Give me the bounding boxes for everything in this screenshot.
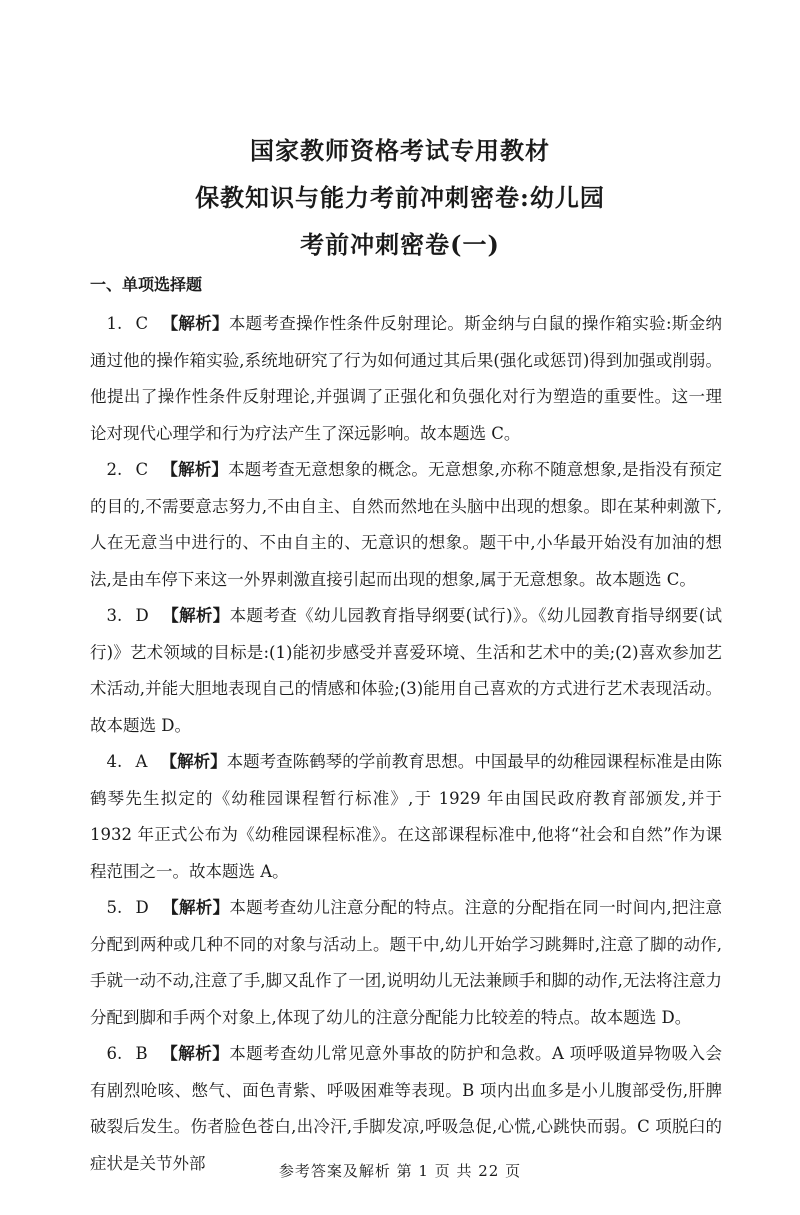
document-title-block (0, 136, 800, 260)
item-number: 3. (106, 606, 123, 625)
item-answer: C (135, 314, 149, 333)
item-text: 本题考查幼儿常见意外事故的防护和急救。A 项呼吸道异物吸入会有剧烈呛咳、憋气、面色青紫、呼吸困难等表现。B 项内出血多是小儿腹部受伤,肝脾破裂后发生。伤者脸色苍白,出冷汗,手脚发凉,呼吸急促,心慌,心跳快而弱。C 项脱臼的症状是关节外部 (90, 1044, 722, 1173)
item-number: 6. (106, 1044, 123, 1063)
item-text: 本题考查幼儿注意分配的特点。注意的分配指在同一时间内,把注意分配到两种或几种不同的对象与活动上。题干中,幼儿开始学习跳舞时,注意了脚的动作,手就一动不动,注意了手,脚又乱作了一团,说明幼儿无法兼顾手和脚的动作,无法将注意力分配到脚和手两个对象上,体现了幼儿的注意分配能力比较差的特点。故本题选 D。 (90, 898, 722, 1027)
answer-item (90, 452, 722, 598)
item-tag: 【解析】 (161, 898, 230, 917)
item-tag: 【解析】 (161, 314, 229, 333)
item-answer: D (135, 898, 149, 917)
item-tag: 【解析】 (161, 606, 230, 625)
page-footer: 参考答案及解析 第 1 页 共 22 页 (278, 1162, 522, 1180)
answer-item (90, 890, 722, 1036)
item-number: 4. (106, 752, 123, 771)
item-text: 本题考查操作性条件反射理论。斯金纳与白鼠的操作箱实验:斯金纳通过他的操作箱实验,系统地研究了行为如何通过其后果(强化或惩罚)得到加强或削弱。他提出了操作性条件反射理论,并强调了正强化和负强化对行为塑造的重要性。这一理论对现代心理学和行为疗法产生了深远影响。故本题选 C。 (90, 314, 723, 443)
title-line-2: 保教知识与能力考前冲刺密卷:幼儿园 (195, 183, 605, 212)
item-answer: C (135, 460, 149, 479)
item-tag: 【解析】 (160, 1044, 230, 1063)
item-answer: B (135, 1044, 148, 1063)
item-tag: 【解析】 (161, 460, 229, 479)
title-line-1: 国家教师资格考试专用教材 (250, 136, 550, 165)
answer-list (90, 306, 722, 1182)
item-number: 1. (106, 314, 123, 333)
item-number: 2. (106, 460, 123, 479)
item-tag: 【解析】 (160, 752, 227, 771)
item-answer: D (135, 606, 149, 625)
item-number: 5. (106, 898, 123, 917)
answer-item (90, 306, 722, 452)
item-text: 本题考查陈鹤琴的学前教育思想。中国最早的幼稚园课程标准是由陈鹤琴先生拟定的《幼稚园课程暂行标准》,于 1929 年由国民政府教育部颁发,并于 1932 年正式公布为《幼稚园课程标准》。在这部课程标准中,他将“社会和自然”作为课程范围之一。故本题选 A。 (90, 752, 723, 881)
title-line-3: 考前冲刺密卷(一) (300, 230, 500, 259)
item-text: 本题考查《幼儿园教育指导纲要(试行)》。《幼儿园教育指导纲要(试行)》艺术领域的目标是:(1)能初步感受并喜爱环境、生活和艺术中的美;(2)喜欢参加艺术活动,并能大胆地表现自己的情感和体验;(3)能用自己喜欢的方式进行艺术表现活动。故本题选 D。 (90, 606, 723, 735)
item-text: 本题考查无意想象的概念。无意想象,亦称不随意想象,是指没有预定的目的,不需要意志努力,不由自主、自然而然地在头脑中出现的想象。即在某种刺激下,人在无意当中进行的、不由自主的、无意识的想象。题干中,小华最开始没有加油的想法,是由车停下来这一外界刺激直接引起而出现的想象,属于无意想象。故本题选 C。 (90, 460, 722, 589)
section-heading: 一、单项选择题 (90, 275, 203, 294)
answer-item (90, 744, 722, 890)
item-answer: A (135, 752, 148, 771)
answer-item (90, 598, 722, 744)
